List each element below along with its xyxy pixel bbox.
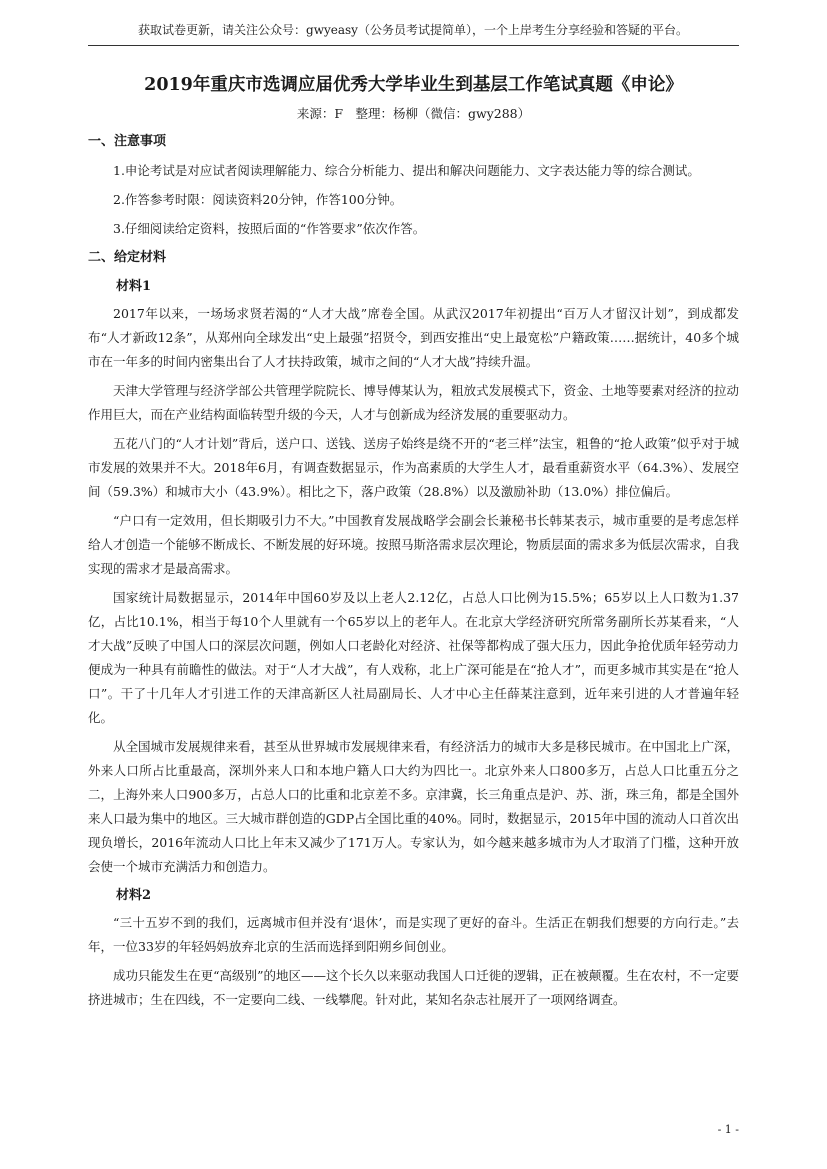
material-1-paragraph: “户口有一定效用，但长期吸引力不大。”中国教育发展战略学会副会长兼秘书长韩某表示，城市重要的是考虑怎样给人才创造一个能够不断成长、不断发展的好环境。按照马斯洛需求层次理论，物质层面的需求多为低层次需求，自我实现的需求才是最高需求。 [88, 513, 739, 576]
section-heading-notes: 一、注意事项 [88, 134, 167, 149]
document-source: 来源：F 整理：杨柳（微信：gwy288） [296, 106, 531, 121]
material-1-paragraph: 天津大学管理与经济学部公共管理学院院长、博导傅某认为，粗放式发展模式下，资金、土地等要素对经济的拉动作用巨大，而在产业结构面临转型升级的今天，人才与创新成为经济发展的重要驱动力。 [88, 383, 739, 422]
note-item-1: 1.申论考试是对应试者阅读理解能力、综合分析能力、提出和解决问题能力、文字表达能力等的综合测试。 [113, 163, 700, 178]
material-1-paragraph: 从全国城市发展规律来看，甚至从世界城市发展规律来看，有经济活力的城市大多是移民城市。在中国北上广深，外来人口所占比重最高，深圳外来人口和本地户籍人口大约为四比一。北京外来人口800多万，占总人口比重五分之二，上海外来人口900多万，占总人口的比重和北京差不多。京津冀，长三角重点是沪、苏、浙，珠三角，都是全国外来人口最为集中的地区。三大城市群创造的GDP占全国比重的40%。同时，数据显示，2015年中国的流动人口首次出现负增长，2016年流动人口比上年末又减少了171万人。专家认为，如今越来越多城市为人才取消了门槛，这种开放会使一个城市充满活力和创造力。 [88, 739, 739, 874]
material-1-label: 材料1 [116, 279, 152, 294]
material-2-paragraph: “三十五岁不到的我们，远离城市但并没有‘退休’，而是实现了更好的奋斗。生活正在朝我们想要的方向行走。”去年，一位33岁的年轻妈妈放弃北京的生活而选择到阳朔乡间创业。 [88, 915, 739, 954]
header-divider [88, 45, 739, 46]
material-1-paragraph: 五花八门的“人才计划”背后，送户口、送钱、送房子始终是绕不开的“老三样”法宝，粗鲁的“抢人政策”似乎对于城市发展的效果并不大。2018年6月，有调查数据显示，作为高素质的大学生人才，最看重薪资水平（64.3%）、发展空间（59.3%）和城市大小（43.9%）。相比之下，落户政策（28.8%）以及激励补助（13.0%）排位偏后。 [88, 436, 739, 499]
document-body [88, 128, 739, 1017]
material-1-paragraph: 国家统计局数据显示，2014年中国60岁及以上老人2.12亿，占总人口比例为15.5%；65岁以上人口数为1.37亿，占比10.1%，相当于每10个人里就有一个65岁以上的老年人。在北京大学经济研究所常务副所长苏某看来，“人才大战”反映了中国人口的深层次问题，例如人口老龄化对经济、社保等都构成了强大压力，因此争抢优质年轻劳动力便成为一种具有前瞻性的做法。对于“人才大战”，有人戏称，北上广深可能是在“抢人才”，而更多城市其实是在“抢人口”。干了十几年人才引进工作的天津高新区人社局副局长、人才中心主任薛某注意到，近年来引进的人才普遍年轻化。 [88, 590, 739, 725]
document-title: 2019年重庆市选调应届优秀大学毕业生到基层工作笔试真题《申论》 [144, 75, 683, 95]
section-heading-materials: 二、给定材料 [88, 250, 167, 265]
material-1-paragraph: 2017年以来，一场场求贤若渴的“人才大战”席卷全国。从武汉2017年初提出“百万人才留汉计划”，到成都发布“人才新政12条”，从郑州向全球发出“史上最强”招贤令，到西安推出“史上最宽松”户籍政策……据统计，40多个城市在一年多的时间内密集出台了人才扶持政策，城市之间的“人才大战”持续升温。 [88, 306, 739, 369]
note-item-2: 2.作答参考时限：阅读资料20分钟，作答100分钟。 [113, 192, 403, 207]
material-2-label: 材料2 [116, 888, 152, 903]
page-header-notice: 获取试卷更新，请关注公众号：gwyeasy（公务员考试提简单），一个上岸考生分享经验和答疑的平台。 [138, 23, 688, 37]
material-2-paragraph: 成功只能发生在更“高级别”的地区——这个长久以来驱动我国人口迁徙的逻辑，正在被颠覆。生在农村，不一定要挤进城市；生在四线，不一定要向二线、一线攀爬。针对此，某知名杂志社展开了一项网络调查。 [88, 968, 739, 1007]
page-number: - 1 - [717, 1123, 739, 1136]
note-item-3: 3.仔细阅读给定资料，按照后面的“作答要求”依次作答。 [113, 221, 426, 236]
